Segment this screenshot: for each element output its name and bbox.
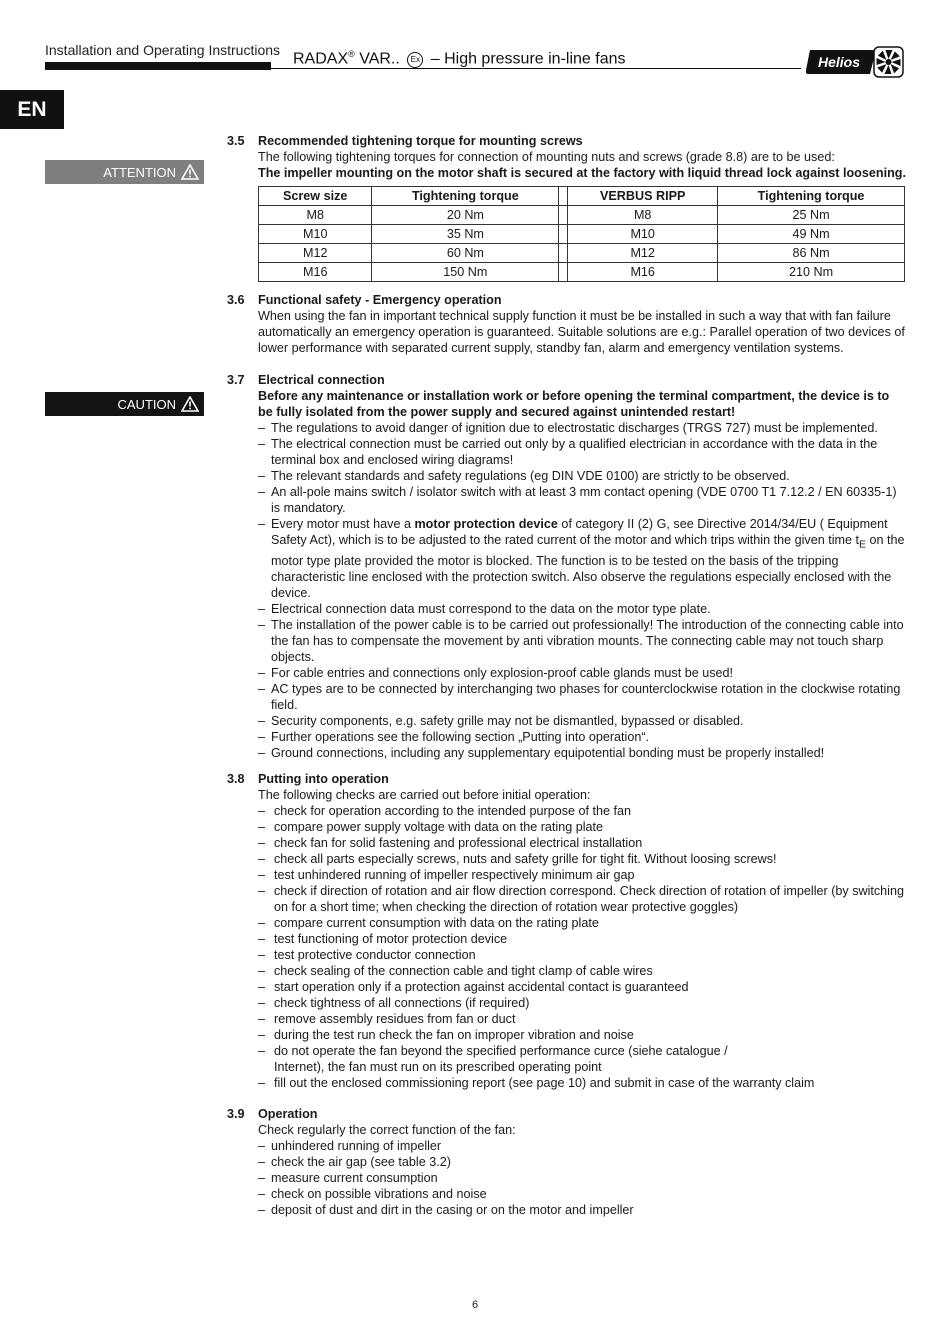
section-number: 3.6 <box>227 293 245 307</box>
table-cell: M12 <box>259 244 372 263</box>
list-item: – An all-pole mains switch / isolator switch with at least 3 mm contact opening (VDE 0700 T1 7.12.2 / EN 60335-1) is mandatory. <box>258 484 907 516</box>
table-gap <box>559 263 568 282</box>
column-header: Tightening torque <box>718 187 905 206</box>
table-cell: 210 Nm <box>718 263 905 282</box>
list-item: – remove assembly residues from fan or duct <box>258 1011 907 1027</box>
section-intro: The following checks are carried out before initial operation: <box>258 788 591 802</box>
list-item: – Electrical connection data must correspond to the data on the motor type plate. <box>258 601 907 617</box>
attention-badge <box>45 160 204 184</box>
table-cell: 60 Nm <box>372 244 559 263</box>
section-title: Putting into operation <box>258 772 389 786</box>
table-gap <box>559 187 568 206</box>
section-number: 3.7 <box>227 373 245 387</box>
list-item: – fill out the enclosed commissioning report (see page 10) and submit in case of the warranty claim <box>258 1075 907 1091</box>
section-3-8 <box>227 771 907 1091</box>
column-header: Tightening torque <box>372 187 559 206</box>
list-item: – Ground connections, including any supplementary equipotential bonding must be properly installed! <box>258 745 907 761</box>
torque-table <box>258 186 905 282</box>
column-header: VERBUS RIPP <box>568 187 718 206</box>
table-row <box>259 206 905 225</box>
document-type-label: Installation and Operating Instructions <box>45 42 281 58</box>
text-run: on the motor type plate provided the motor is blocked. The function is to be tested on the basis of the tripping characteristic line enclosed with the protection switch. Also observe the regulations especially enclosed with the device. <box>271 533 905 600</box>
table-row <box>259 244 905 263</box>
table-cell: 150 Nm <box>372 263 559 282</box>
table-cell: M10 <box>259 225 372 244</box>
motor-protection-term: motor protection device <box>414 517 558 531</box>
title-model: VAR.. <box>359 50 400 68</box>
section-3-9 <box>227 1106 907 1218</box>
column-header: Screw size <box>259 187 372 206</box>
list-item: – check fan for solid fastening and professional electrical installation <box>258 835 907 851</box>
table-cell: 49 Nm <box>718 225 905 244</box>
ex-explosion-protection-icon: Ex <box>407 52 423 68</box>
section-number: 3.8 <box>227 772 245 786</box>
section-intro: The following tightening torques for connection of mounting nuts and screws (grade 8.8) are to be used: <box>258 150 835 164</box>
list-item: – Further operations see the following section „Putting into operation“. <box>258 729 907 745</box>
title-suffix: – High pressure in-line fans <box>430 50 626 68</box>
section-title: Operation <box>258 1107 318 1121</box>
page-title <box>293 49 626 68</box>
text-run: Every motor must have a <box>271 517 415 531</box>
table-row <box>259 263 905 282</box>
section-3-7 <box>227 372 907 761</box>
list-item: – test protective conductor connection <box>258 947 907 963</box>
subscript: E <box>859 538 867 551</box>
table-cell: M8 <box>259 206 372 225</box>
electrical-list <box>258 420 907 761</box>
section-number: 3.5 <box>227 134 245 148</box>
list-item: – check tightness of all connections (if required) <box>258 995 907 1011</box>
caution-label: CAUTION <box>117 396 176 412</box>
table-cell: M16 <box>568 263 718 282</box>
list-item: – The regulations to avoid danger of ignition due to electrostatic discharges (TRGS 727) must be implemented. <box>258 420 907 436</box>
table-gap <box>559 244 568 263</box>
list-item: – do not operate the fan beyond the specified performance curce (siehe catalogue / Internet), the fan must run on its prescribed operating point <box>258 1043 907 1075</box>
section-3-6 <box>227 292 907 356</box>
fan-icon <box>877 50 901 74</box>
section-number: 3.9 <box>227 1107 245 1121</box>
section-3-5 <box>227 133 907 282</box>
list-item: – during the test run check the fan on improper vibration and noise <box>258 1027 907 1043</box>
section-title: Functional safety - Emergency operation <box>258 293 502 307</box>
list-item: – check the air gap (see table 3.2) <box>258 1154 907 1170</box>
list-item: – For cable entries and connections only explosion-proof cable glands must be used! <box>258 665 907 681</box>
table-header-row <box>259 187 905 206</box>
list-item: – test functioning of motor protection device <box>258 931 907 947</box>
checks-list <box>258 803 907 1091</box>
table-gap <box>559 225 568 244</box>
helios-logo <box>806 46 904 78</box>
section-text: When using the fan in important technical supply function it must be be installed in such a way that with fan failure automatically an emergency operation is guaranteed. Suitable solutions are e.g.: Parallel operation of two devices of lower performance with separated current supply, standby fan, alarm and emergency ventilation systems. <box>258 309 905 355</box>
section-intro: Check regularly the correct function of the fan: <box>258 1123 516 1137</box>
list-item: – check sealing of the connection cable and tight clamp of cable wires <box>258 963 907 979</box>
registered-mark: ® <box>348 49 355 59</box>
caution-badge <box>45 392 204 416</box>
table-cell: M16 <box>259 263 372 282</box>
list-item: – check for operation according to the intended purpose of the fan <box>258 803 907 819</box>
title-prefix: RADAX <box>293 50 349 68</box>
list-item: – test unhindered running of impeller respectively minimum air gap <box>258 867 907 883</box>
table-cell: 25 Nm <box>718 206 905 225</box>
table-cell: 35 Nm <box>372 225 559 244</box>
section-title: Recommended tightening torque for mounting screws <box>258 134 583 148</box>
table-row <box>259 225 905 244</box>
list-item: – check if direction of rotation and air flow direction correspond. Check direction of rotation of impeller (by switching on for a short time; when checking the direction of rotation wear protective goggles) <box>258 883 907 915</box>
list-item: – compare current consumption with data on the rating plate <box>258 915 907 931</box>
list-item: – compare power supply voltage with data on the rating plate <box>258 819 907 835</box>
thread-lock-note: The impeller mounting on the motor shaft is secured at the factory with liquid thread lock against loosening. <box>258 166 906 180</box>
list-item: – The relevant standards and safety regulations (eg DIN VDE 0100) are strictly to be observed. <box>258 468 907 484</box>
section-title: Electrical connection <box>258 373 385 387</box>
list-item: – check on possible vibrations and noise <box>258 1186 907 1202</box>
text-run: of category II (2) G, see Directive 2014/34/EU ( Equipment Safety Act), which is to be adjusted to the rated current of the motor and which trips within the given time t <box>271 517 888 547</box>
list-item: – check all parts especially screws, nuts and safety grille for tight fit. Without loosing screws! <box>258 851 907 867</box>
table-cell: 86 Nm <box>718 244 905 263</box>
list-item: – The installation of the power cable is to be carried out professionally! The introduction of the connecting cable into the fan has to compensate the movement by anti vibration mounts. The connecting cable may not touch sharp objects. <box>258 617 907 665</box>
table-cell: 20 Nm <box>372 206 559 225</box>
list-item: – measure current consumption <box>258 1170 907 1186</box>
table-gap <box>559 206 568 225</box>
table-cell: M12 <box>568 244 718 263</box>
page-number: 6 <box>471 1299 479 1311</box>
warning-triangle-icon <box>181 164 199 180</box>
table-cell: M10 <box>568 225 718 244</box>
list-item: – start operation only if a protection against accidental contact is guaranteed <box>258 979 907 995</box>
list-item: – unhindered running of impeller <box>258 1138 907 1154</box>
operation-list <box>258 1138 907 1218</box>
list-item: – deposit of dust and dirt in the casing or on the motor and impeller <box>258 1202 907 1218</box>
list-item: – AC types are to be connected by interchanging two phases for counterclockwise rotation in the clockwise rotating field. <box>258 681 907 713</box>
logo-text: Helios <box>817 54 861 70</box>
attention-label: ATTENTION <box>103 164 176 180</box>
warning-triangle-icon <box>181 396 199 412</box>
list-item-motor-protection <box>258 516 907 601</box>
table-cell: M8 <box>568 206 718 225</box>
list-item: – Security components, e.g. safety grille may not be dismantled, bypassed or disabled. <box>258 713 907 729</box>
list-item: – The electrical connection must be carried out only by a qualified electrician in accordance with the data in the terminal box and enclosed wiring diagrams! <box>258 436 907 468</box>
language-tab: EN <box>0 90 64 129</box>
isolation-warning: Before any maintenance or installation work or before opening the terminal compartment, the device is to be fully isolated from the power supply and secured against unintended restart! <box>258 389 890 419</box>
header-bar <box>45 62 271 70</box>
